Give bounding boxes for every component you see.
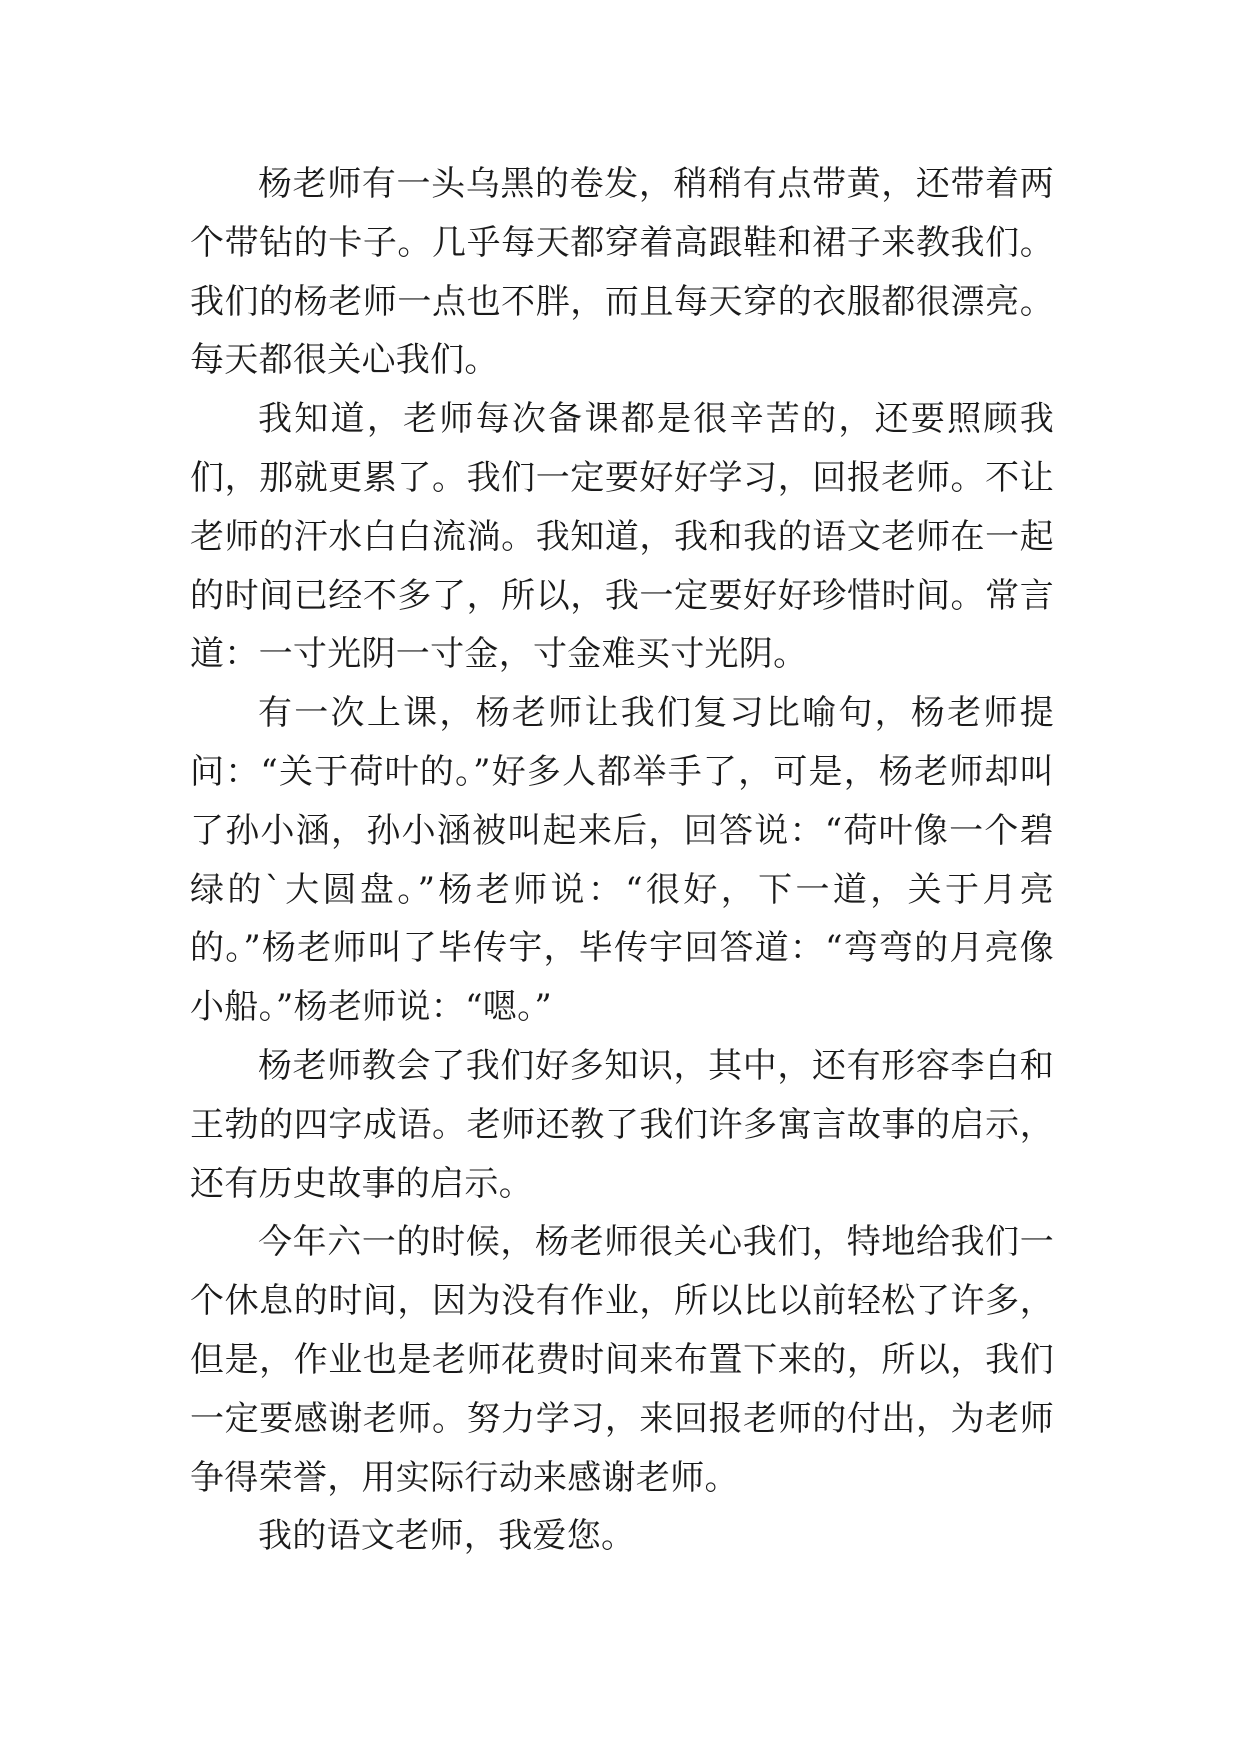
paragraph-4: 杨老师教会了我们好多知识，其中，还有形容李白和王勃的四字成语。老师还教了我们许多寓言故事的启示，还有历史故事的启示。 xyxy=(190,1045,1054,1204)
paragraph-1: 杨老师有一头乌黑的卷发，稍稍有点带黄，还带着两个带钻的卡子。几乎每天都穿着高跟鞋和裙子来教我们。我们的杨老师一点也不胖，而且每天穿的衣服都很漂亮。每天都很关心我们。 xyxy=(190,164,1054,381)
essay-body xyxy=(190,155,1054,1566)
paragraph-2: 我知道，老师每次备课都是很辛苦的，还要照顾我们，那就更累了。我们一定要好好学习，回报老师。不让老师的汗水白白流淌。我知道，我和我的语文老师在一起的时间已经不多了，所以，我一定要好好珍惜时间。常言道：一寸光阴一寸金，寸金难买寸光阴。 xyxy=(190,399,1054,675)
paragraph-3: 有一次上课，杨老师让我们复习比喻句，杨老师提问：“关于荷叶的。”好多人都举手了，可是，杨老师却叫了孙小涵，孙小涵被叫起来后，回答说：“荷叶像一个碧绿的`大圆盘。”杨老师说：“很好，下一道，关于月亮的。”杨老师叫了毕传宇，毕传宇回答道：“弯弯的月亮像小船。”杨老师说：“嗯。” xyxy=(190,693,1054,1028)
paragraph-5: 今年六一的时候，杨老师很关心我们，特地给我们一个休息的时间，因为没有作业，所以比以前轻松了许多，但是，作业也是老师花费时间来布置下来的，所以，我们一定要感谢老师。努力学习，来回报老师的付出，为老师争得荣誉，用实际行动来感谢老师。 xyxy=(190,1222,1054,1498)
paragraph-6: 我的语文老师，我爱您。 xyxy=(258,1516,636,1557)
